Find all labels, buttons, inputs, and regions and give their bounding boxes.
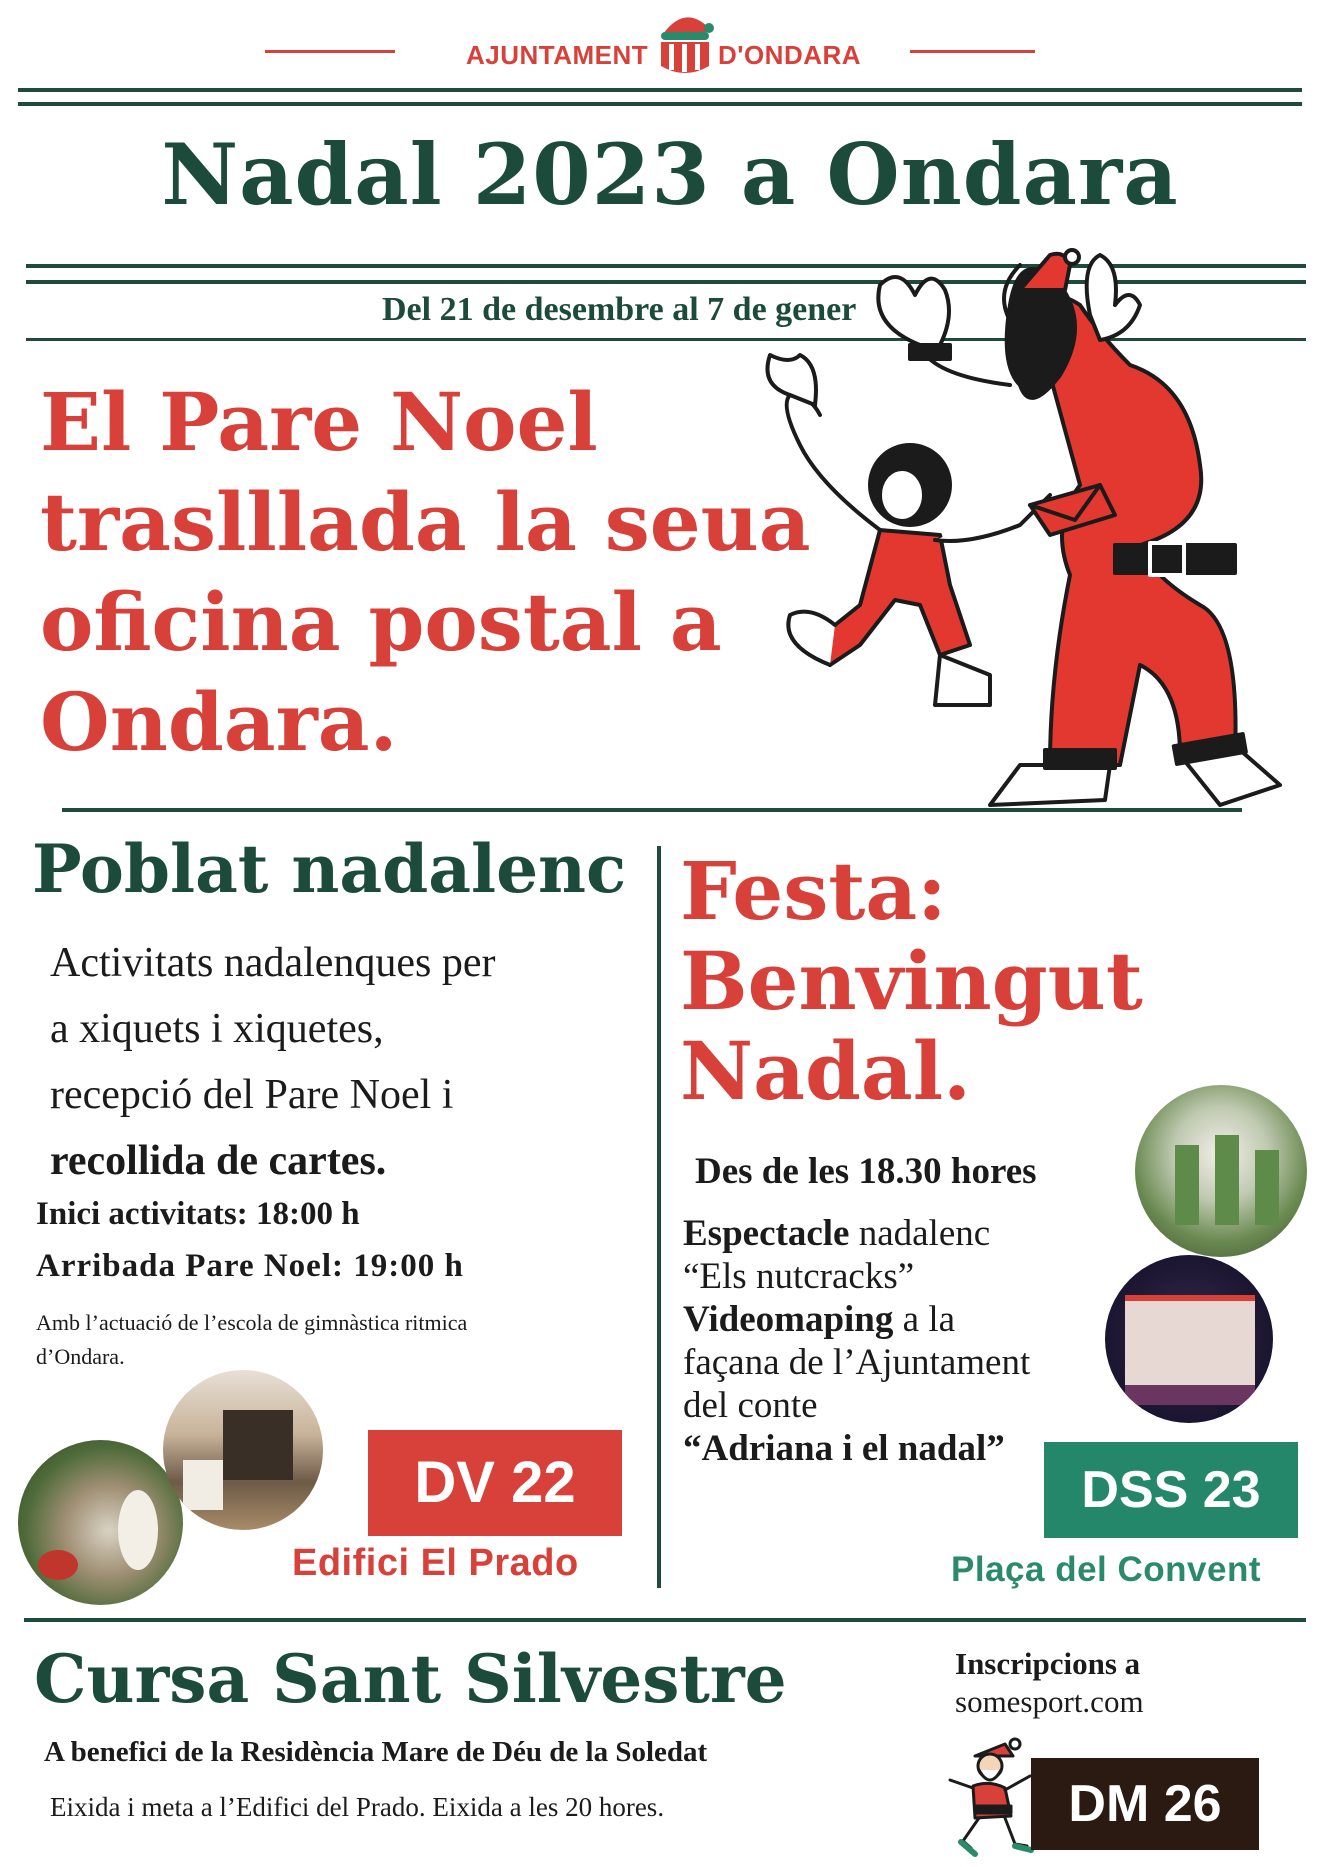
town-hall-logo-icon xyxy=(655,4,715,80)
poblat-day-badge: DV 22 xyxy=(368,1430,622,1536)
festa-photo-facade xyxy=(1105,1255,1273,1423)
festa-item2-rest: a la xyxy=(893,1299,956,1340)
poblat-photo-village xyxy=(163,1370,323,1530)
top-rule-2 xyxy=(18,102,1302,106)
header-rule-right xyxy=(910,50,1035,53)
festa-day-badge: DSS 23 xyxy=(1044,1442,1298,1538)
poblat-note-line: d’Ondara. xyxy=(36,1344,125,1369)
header-right-word: D'ONDARA xyxy=(718,40,862,70)
festa-time: Des de les 18.30 hores xyxy=(695,1151,1037,1192)
poblat-start-time: Inici activitats: 18:00 h xyxy=(36,1196,360,1232)
festa-item1-line2: “Els nutcracks” xyxy=(683,1256,915,1297)
festa-item1-bold: Espectacle xyxy=(683,1213,850,1254)
poblat-description xyxy=(50,930,496,1194)
poblat-heading: Poblat nadalenc xyxy=(32,830,627,908)
poblat-description-line: a xiquets i xiquetes, xyxy=(50,1006,384,1052)
headline-line: El Pare Noel xyxy=(40,375,598,469)
poblat-photo-deer xyxy=(18,1440,183,1605)
poblat-note-line: Amb l’actuació de l’escola de gimnàstica ritmica xyxy=(36,1310,468,1335)
poblat-description-bold: recollida de cartes. xyxy=(50,1138,387,1184)
cursa-inscriptions-line1: Inscripcions a xyxy=(955,1646,1141,1681)
cursa-rule xyxy=(24,1618,1306,1622)
headline-rule xyxy=(62,808,1242,812)
headline-line: Ondara. xyxy=(40,675,398,769)
festa-item1 xyxy=(683,1212,1030,1255)
festa-place: Plaça del Convent xyxy=(951,1550,1261,1589)
festa-item2-line2: façana de l’Ajuntament xyxy=(683,1342,1031,1383)
festa-heading-line: Benvingut xyxy=(680,934,1143,1028)
poblat-note xyxy=(36,1306,467,1374)
header-rule-left xyxy=(265,50,395,53)
festa-program xyxy=(683,1212,1030,1470)
header-left-word: AJUNTAMENT xyxy=(466,40,649,70)
page-title: Nadal 2023 a Ondara xyxy=(161,125,1179,224)
santa-girl-illustration xyxy=(720,245,1320,825)
festa-item2-line3: del conte xyxy=(683,1385,818,1426)
column-divider xyxy=(657,846,661,1588)
festa-heading-line: Nadal. xyxy=(680,1024,971,1118)
headline xyxy=(40,372,811,772)
poblat-arrival-time: Arribada Pare Noel: 19:00 h xyxy=(36,1248,464,1284)
cursa-inscriptions xyxy=(955,1645,1144,1721)
festa-item2-bold: Videomaping xyxy=(683,1299,894,1340)
festa-item1-rest: nadalenc xyxy=(849,1213,991,1254)
festa-heading-line: Festa: xyxy=(680,844,947,938)
cursa-day-badge: DM 26 xyxy=(1031,1758,1259,1850)
festa-item2-line4: “Adriana i el nadal” xyxy=(683,1428,1005,1469)
cursa-subtitle: A benefici de la Residència Mare de Déu de la Soledat xyxy=(44,1736,708,1768)
cursa-heading: Cursa Sant Silvestre xyxy=(34,1640,787,1718)
festa-photo-nutcracks xyxy=(1135,1085,1307,1257)
poblat-place: Edifici El Prado xyxy=(292,1542,579,1584)
cursa-details: Eixida i meta a l’Edifici del Prado. Eixida a les 20 hores. xyxy=(50,1792,665,1822)
festa-heading xyxy=(680,846,1143,1116)
running-santa-icon xyxy=(935,1736,1045,1861)
poblat-description-line: Activitats nadalenques per xyxy=(50,940,496,986)
headline-line: traslllada la seua xyxy=(40,475,811,569)
festa-item2 xyxy=(683,1298,1030,1341)
poblat-description-line: recepció del Pare Noel i xyxy=(50,1072,454,1118)
date-range: Del 21 de desembre al 7 de gener xyxy=(382,291,857,328)
headline-line: oficina postal a xyxy=(40,575,722,669)
top-rule-1 xyxy=(18,88,1302,92)
cursa-inscriptions-line2: somesport.com xyxy=(955,1684,1144,1719)
